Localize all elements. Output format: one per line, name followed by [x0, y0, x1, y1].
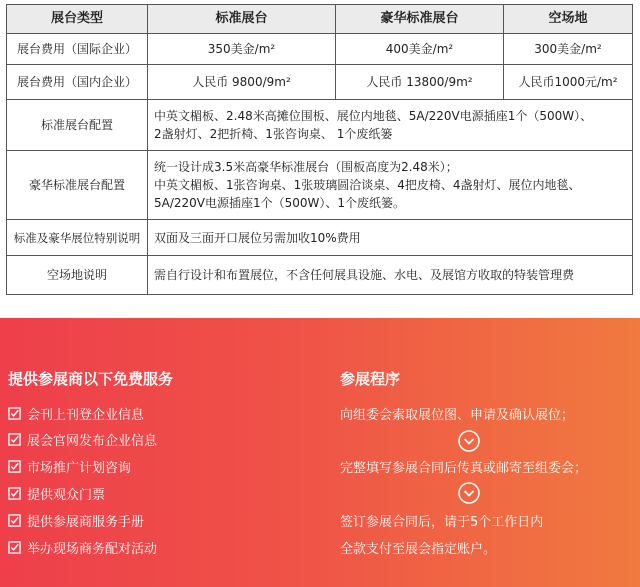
config-line: 统一设计成3.5米高豪华标准展台（围板高度为2.48米）；: [154, 160, 458, 174]
procedure-step: 全款支付至展会指定账户。: [340, 542, 497, 557]
chevron-down-icon: [458, 482, 480, 504]
chevron-down-icon: [458, 430, 480, 452]
booth-price-table: [6, 4, 633, 295]
header-booth-type: 展台类型: [7, 5, 148, 34]
procedure-title: 参展程序: [340, 370, 401, 388]
list-item: [8, 404, 144, 423]
table-cell: 人民币 9800/9m²: [148, 65, 336, 100]
row-label: 展台费用（国内企业）: [7, 65, 148, 100]
checkbox-icon: [8, 433, 21, 446]
row-label: 豪华标准展台配置: [7, 151, 148, 220]
standard-booth-config: [148, 100, 633, 151]
row-label: 空场地说明: [7, 256, 148, 295]
service-text: 举办现场商务配对活动: [27, 542, 158, 557]
service-text: 提供观众门票: [27, 488, 106, 503]
checkbox-icon: [8, 541, 21, 554]
services-title: 提供参展商以下免费服务: [8, 370, 174, 388]
table-row: [7, 100, 633, 151]
table-row: [7, 256, 633, 295]
list-item: [8, 457, 131, 476]
service-text: 会刊上刊登企业信息: [27, 408, 145, 423]
list-item: [8, 484, 105, 503]
table-header-row: [7, 5, 633, 34]
table-cell: 350美金/m²: [148, 34, 336, 65]
config-line: 5A/220V电源插座1个（500W）、1个废纸篓。: [154, 196, 406, 210]
table-row: [7, 65, 633, 100]
service-text: 提供参展商服务手册: [27, 515, 145, 530]
service-text: 展会官网发布企业信息: [27, 434, 158, 449]
procedure-step: 完整填写参展合同后传真或邮寄至组委会；: [340, 461, 588, 476]
list-item: [8, 538, 157, 557]
config-line: 2盏射灯、2把折椅、1张咨询桌、 1个废纸篓: [154, 127, 393, 141]
header-deluxe-booth: 豪华标准展台: [336, 5, 504, 34]
checkbox-icon: [8, 460, 21, 473]
special-note: 双面及三面开口展位另需加收10%费用: [148, 220, 633, 256]
table-cell: 400美金/m²: [336, 34, 504, 65]
table-row: [7, 34, 633, 65]
checkbox-icon: [8, 407, 21, 420]
table-cell: 300美金/m²: [504, 34, 633, 65]
row-label: 标准及豪华展位特别说明: [7, 220, 148, 256]
config-line: 中英文楣板、1张咨询桌、1张玻璃圆洽谈桌、4把皮椅、4盏射灯、展位内地毯、: [154, 178, 581, 192]
info-banner: [0, 318, 640, 587]
header-raw-space: 空场地: [504, 5, 633, 34]
procedure-step: 签订参展合同后，请于5个工作日内: [340, 515, 544, 530]
header-standard-booth: 标准展台: [148, 5, 336, 34]
checkbox-icon: [8, 487, 21, 500]
list-item: [8, 511, 144, 530]
table-cell: 人民币1000元/m²: [504, 65, 633, 100]
service-text: 市场推广计划咨询: [27, 461, 132, 476]
config-line: 中英文楣板、2.48米高摊位围板、展位内地毯、5A/220V电源插座1个（500W）、: [154, 109, 593, 123]
checkbox-icon: [8, 514, 21, 527]
table-cell: 人民币 13800/9m²: [336, 65, 504, 100]
deluxe-booth-config: [148, 151, 633, 220]
table-row: [7, 220, 633, 256]
row-label: 展台费用（国际企业）: [7, 34, 148, 65]
procedure-step: 向组委会索取展位图、申请及确认展位；: [340, 408, 575, 423]
list-item: [8, 430, 157, 449]
table-row: [7, 151, 633, 220]
raw-space-note: 需自行设计和布置展位，不含任何展具设施、水电、及展馆方收取的特装管理费: [148, 256, 633, 295]
row-label: 标准展台配置: [7, 100, 148, 151]
